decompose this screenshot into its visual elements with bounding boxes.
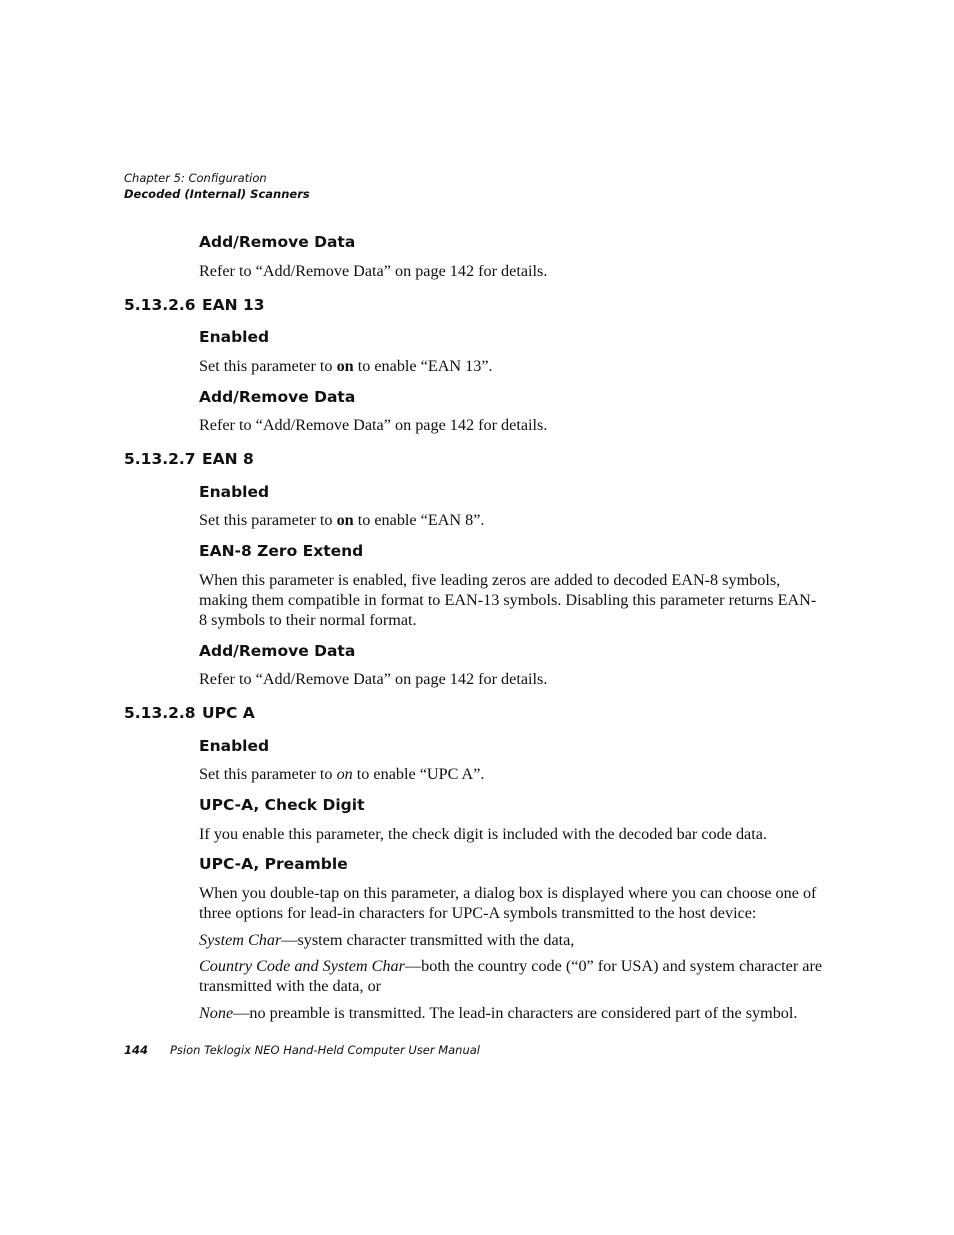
section-title: EAN 13 bbox=[202, 296, 265, 314]
section-heading-ean13 bbox=[124, 296, 265, 314]
paragraph-add-remove-data: Refer to “Add/Remove Data” on page 142 for details. bbox=[199, 670, 548, 688]
paragraph-zero-extend: When this parameter is enabled, five leading zeros are added to decoded EAN-8 symbols, making them compatible in format to EAN-13 symbols. Disabling this parameter returns EAN-8 symbols to their normal format. bbox=[199, 571, 817, 629]
section-number: 5.13.2.7 bbox=[124, 450, 196, 468]
section-heading-ean8 bbox=[124, 450, 254, 468]
heading-add-remove-data: Add/Remove Data bbox=[199, 388, 356, 406]
paragraph-add-remove-data: Refer to “Add/Remove Data” on page 142 for details. bbox=[199, 416, 548, 434]
manual-title: Psion Teklogix NEO Hand-Held Computer User Manual bbox=[170, 1043, 480, 1057]
section-number: 5.13.2.6 bbox=[124, 296, 196, 314]
running-header bbox=[124, 170, 310, 202]
chapter-label: Chapter 5: Configuration bbox=[124, 171, 267, 185]
option-none: None—no preamble is transmitted. The lead-in characters are considered part of the symbol. bbox=[199, 1004, 798, 1022]
heading-add-remove-data: Add/Remove Data bbox=[199, 233, 356, 251]
paragraph-enabled: Set this parameter to on to enable “UPC A”. bbox=[199, 765, 485, 783]
heading-preamble: UPC-A, Preamble bbox=[199, 855, 348, 873]
heading-check-digit: UPC-A, Check Digit bbox=[199, 796, 365, 814]
page-footer bbox=[124, 1043, 480, 1057]
section-title: EAN 8 bbox=[202, 450, 254, 468]
section-heading-upca bbox=[124, 704, 255, 722]
section-number: 5.13.2.8 bbox=[124, 704, 196, 722]
paragraph-check-digit: If you enable this parameter, the check digit is included with the decoded bar code data. bbox=[199, 825, 767, 843]
heading-zero-extend: EAN-8 Zero Extend bbox=[199, 542, 364, 560]
heading-enabled: Enabled bbox=[199, 328, 270, 346]
option-country-code: Country Code and System Char—both the country code (“0” for USA) and system character are transmitted with the data, or bbox=[199, 957, 823, 995]
page-number: 144 bbox=[124, 1043, 149, 1057]
heading-enabled: Enabled bbox=[199, 483, 270, 501]
paragraph-enabled: Set this parameter to on to enable “EAN 8”. bbox=[199, 511, 485, 529]
heading-enabled: Enabled bbox=[199, 737, 270, 755]
section-title: UPC A bbox=[202, 704, 255, 722]
paragraph-enabled: Set this parameter to on to enable “EAN 13”. bbox=[199, 357, 493, 375]
paragraph-preamble: When you double-tap on this parameter, a dialog box is displayed where you can choose one of three options for lead-in characters for UPC-A symbols transmitted to the host device: bbox=[199, 884, 817, 922]
heading-add-remove-data: Add/Remove Data bbox=[199, 642, 356, 660]
paragraph-add-remove-data: Refer to “Add/Remove Data” on page 142 for details. bbox=[199, 262, 548, 280]
option-system-char: System Char—system character transmitted with the data, bbox=[199, 931, 575, 949]
section-label: Decoded (Internal) Scanners bbox=[124, 187, 310, 201]
